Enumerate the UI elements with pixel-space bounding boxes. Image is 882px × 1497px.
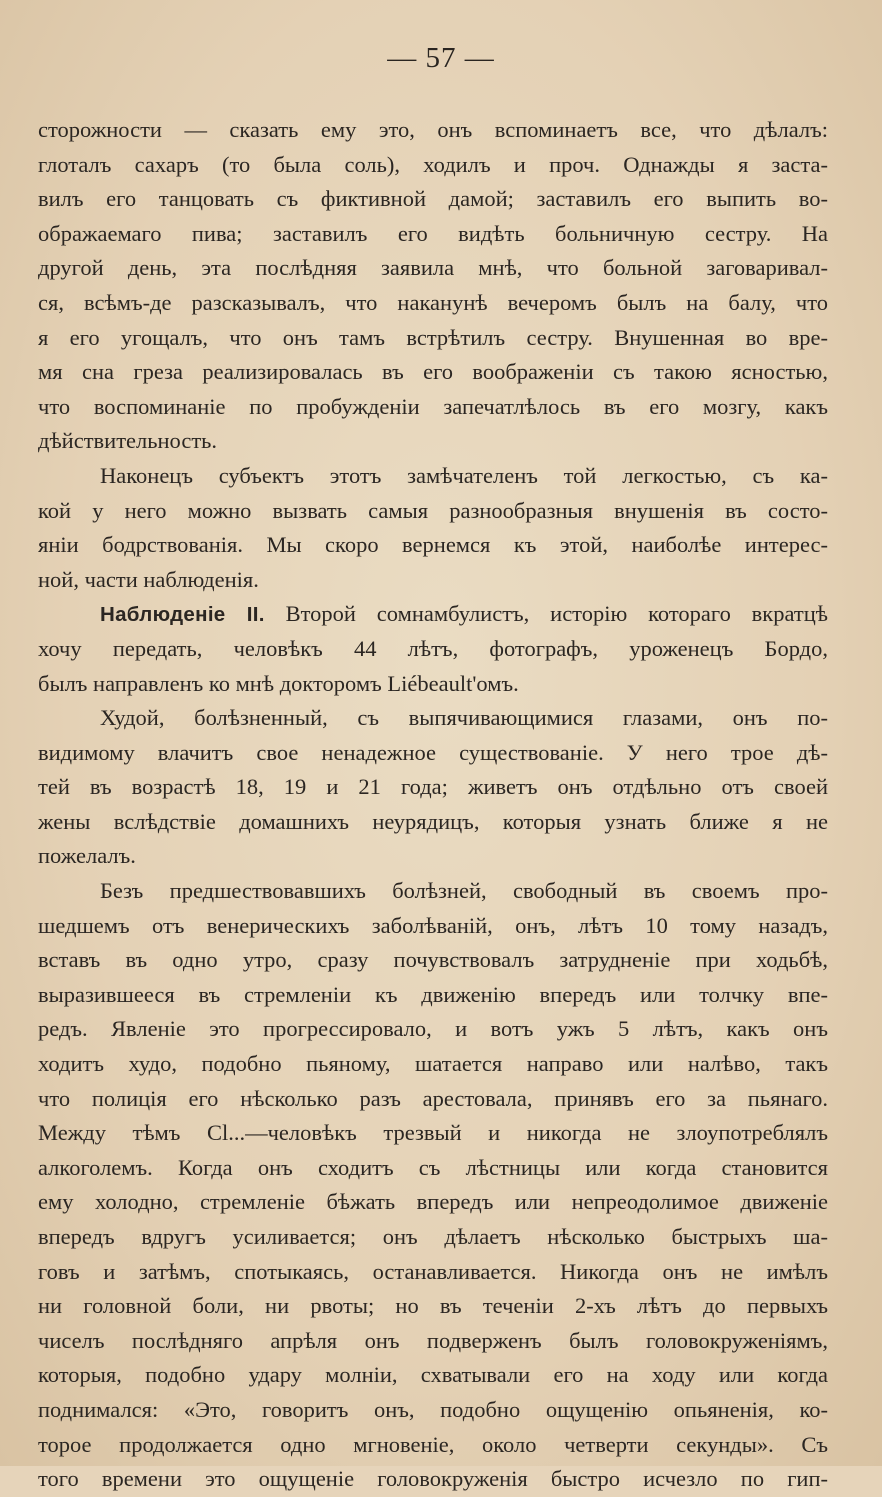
- page-number: — 57 —: [387, 42, 495, 74]
- text-line: хочу передать, человѣкъ 44 лѣтъ, фотографъ, уроженецъ Бордо,: [38, 635, 828, 661]
- text-line: чиселъ послѣдняго апрѣля онъ подверженъ былъ головокруженiямъ,: [38, 1327, 828, 1353]
- text-line: шедшемъ отъ венерическихъ заболѣванiй, онъ, лѣтъ 10 тому назадъ,: [38, 912, 828, 938]
- text-line: былъ направленъ ко мнѣ докторомъ Liébeault'омъ.: [38, 670, 519, 696]
- text-line: ходитъ худо, подобно пьяному, шатается направо или налѣво, такъ: [38, 1051, 828, 1077]
- text-line: дѣйствительность.: [38, 428, 218, 454]
- text-line: мя сна греза реализировалась въ его воображенiи съ такою ясностью,: [38, 359, 828, 385]
- text-line: поднимался: «Это, говоритъ онъ, подобно ощущенiю опьяненiя, ко-: [38, 1396, 828, 1422]
- text-line: которыя, подобно удару молнiи, схватывали его на ходу или когда: [38, 1362, 828, 1388]
- paragraph-2: [38, 459, 828, 597]
- text-line: ной, части наблюденiя.: [38, 566, 259, 592]
- text-line: сторожности — сказать ему это, онъ вспоминаетъ все, что дѣлалъ:: [38, 117, 828, 142]
- text-line: впередъ вдругъ усиливается; онъ дѣлаетъ нѣсколько быстрыхъ ша-: [38, 1224, 828, 1249]
- text-line: я его угощалъ, что онъ тамъ встрѣтилъ сестру. Внушенная во вре-: [38, 324, 828, 350]
- text-line: выразившееся въ стремленiи къ движенiю впередъ или толчку впе-: [38, 981, 828, 1007]
- text-line: вилъ его танцовать съ фиктивной дамой; заставилъ его выпить во-: [38, 186, 828, 212]
- text-line: ображаемаго пива; заставилъ его видѣть больничную сестру. На: [38, 220, 828, 246]
- text-line: Между тѣмъ Cl...—человѣкъ трезвый и никогда не злоупотреблялъ: [38, 1120, 828, 1146]
- text-line: ся, всѣмъ-де разсказывалъ, что наканунѣ вечеромъ былъ на балу, что: [38, 289, 828, 315]
- paragraph-4: [38, 701, 828, 874]
- text-line: того времени это ощущенiе головокруженiя быстро исчезло по гип-: [38, 1466, 828, 1492]
- text-line: редъ. Явленiе это прогрессировало, и вотъ ужъ 5 лѣтъ, какъ онъ: [38, 1016, 828, 1042]
- text-line: что воспоминанiе по пробужденiи запечатлѣлось въ его мозгу, какъ: [38, 393, 828, 419]
- text-line: торое продолжается одно мгновенiе, около четверти секунды». Съ: [38, 1431, 828, 1457]
- paragraph-5: [38, 874, 828, 1497]
- text-line: янiи бодрствованiя. Мы скоро вернемся къ этой, наиболѣе интерес-: [38, 532, 828, 558]
- text-line: жены вслѣдствiе домашнихъ неурядицъ, которыя узнать ближе я не: [38, 808, 828, 834]
- text-line: [38, 597, 828, 632]
- text-line: глоталъ сахаръ (то была соль), ходилъ и проч. Однажды я заста-: [38, 151, 828, 177]
- observation-heading: Наблюденiе II.: [100, 603, 265, 627]
- text-line: говъ и затѣмъ, спотыкаясь, останавливается. Никогда онъ не имѣлъ: [38, 1258, 828, 1284]
- text-line: кой у него можно вызвать самыя разнообразныя внушенiя въ состо-: [38, 497, 828, 523]
- paragraph-3: [38, 597, 828, 701]
- text-line: тей въ возрастѣ 18, 19 и 21 года; живетъ онъ отдѣльно отъ своей: [38, 774, 828, 800]
- text-line: ему холодно, стремленiе бѣжать впередъ или непреодолимое движенiе: [38, 1189, 828, 1215]
- text-line-part: Второй сомнамбулистъ, исторiю котораго вкратцѣ: [285, 601, 828, 627]
- text-line: вставъ въ одно утро, сразу почувствовалъ затрудненiе при ходьбѣ,: [38, 947, 828, 973]
- text-line: что полицiя его нѣсколько разъ арестовала, принявъ его за пьянаго.: [38, 1085, 828, 1111]
- text-line: пожелалъ.: [38, 843, 136, 869]
- page-body: [38, 113, 828, 1497]
- paragraph-1: [38, 113, 828, 459]
- text-line: видимому влачитъ свое ненадежное существованiе. У него трое дѣ-: [38, 739, 828, 765]
- text-line: Худой, болѣзненный, съ выпячивающимися глазами, онъ по-: [100, 705, 828, 731]
- text-line: алкоголемъ. Когда онъ сходитъ съ лѣстницы или когда становится: [38, 1154, 828, 1180]
- text-line: Безъ предшествовавшихъ болѣзней, свободный въ своемъ про-: [100, 878, 828, 904]
- text-line: ни головной боли, ни рвоты; но въ теченiи 2-хъ лѣтъ до первыхъ: [38, 1293, 828, 1319]
- text-line: Наконецъ субъектъ этотъ замѣчателенъ той легкостью, съ ка-: [100, 462, 828, 488]
- text-line: другой день, эта послѣдняя заявила мнѣ, что больной заговаривал-: [38, 255, 828, 281]
